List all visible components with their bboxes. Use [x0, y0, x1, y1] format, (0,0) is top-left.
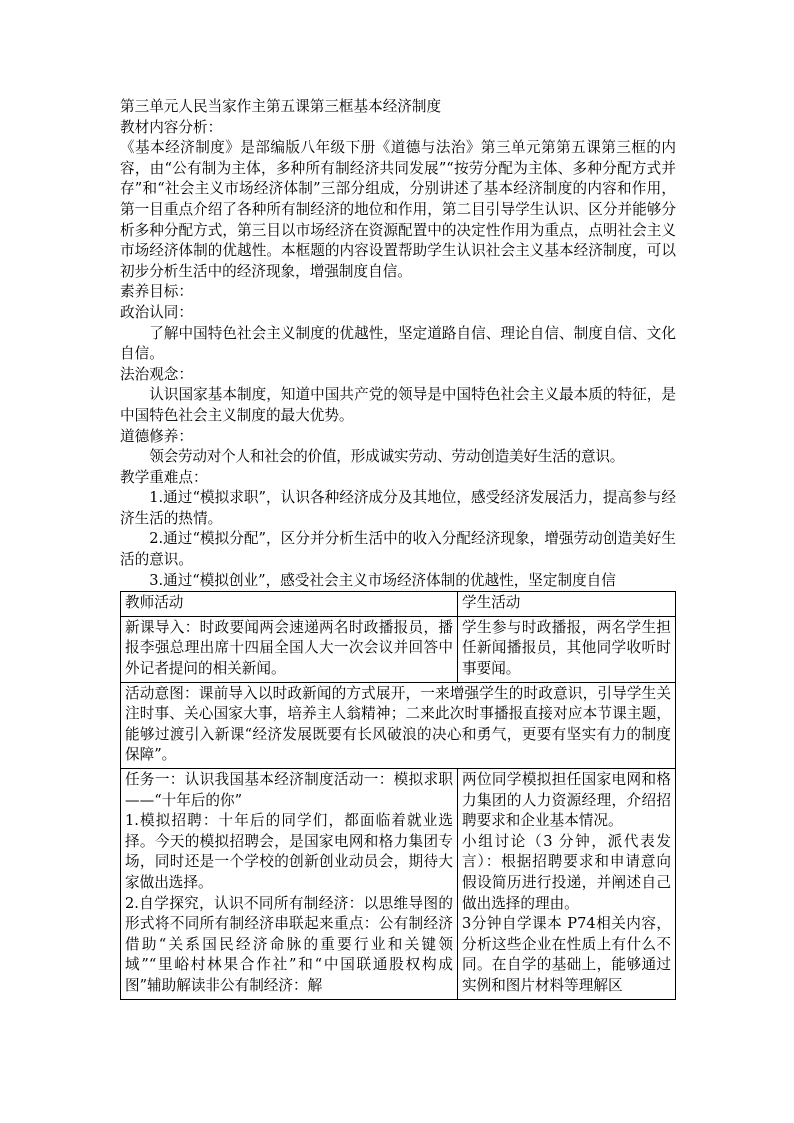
teacher-intro-cell: 新课导入：时政要闻两会速递两名时政播报员，播报李强总理出席十四届全国人大一次会议并回答中外记者提问的相关新闻。 — [121, 616, 458, 682]
self-study-text: 2.自学探究，认识不同所有制经济：以思维导图的形式将不同所有制经济串联起来重点：公有制经济借助“关系国民经济命脉的重要行业和关键领域”“里峪村林果合作社”和“中国联通股权构成图”辅助解读非公有制经济：解 — [125, 894, 453, 994]
keypoint-3: 3.通过“模拟创业”，感受社会主义市场经济体制的优越性，坚定制度自信 — [149, 571, 616, 589]
group-discussion-text: 小组讨论（3 分钟，派代表发言）：根据招聘要求和申请意向假设简历进行投递，并阐述自己做出选择的理由。 — [462, 832, 671, 912]
student-task-cell — [458, 769, 676, 1000]
student-intro-cell: 学生参与时政播报，两名学生担任新闻播报员，其他同学收听时事要闻。 — [458, 616, 676, 682]
goal-political-heading: 政治认同： — [120, 303, 193, 321]
keypoint-2: 2.通过“模拟分配”，区分并分析生活中的收入分配经济现象，增强劳动创造美好生活的意识。 — [120, 530, 676, 569]
table-row — [121, 682, 676, 768]
header-teacher-activity: 教师活动 — [121, 592, 458, 617]
student-role-play-text: 两位同学模拟担任国家电网和格力集团的人力资源经理，介绍招聘要求和企业基本情况。 — [462, 771, 671, 830]
goal-law-heading: 法治观念： — [120, 365, 193, 383]
task-one-title: 任务一：认识我国基本经济制度活动一：模拟求职——“十年后的你” — [125, 771, 453, 809]
goal-morality-heading: 道德修养： — [120, 427, 193, 445]
goal-political-text: 了解中国特色社会主义制度的优越性，坚定道路自信、理论自信、制度自信、文化自信。 — [120, 324, 676, 363]
analysis-paragraph: 《基本经济制度》是部编版八年级下册《道德与法治》第三单元第第五课第三框的内容，由“公有制为主体，多种所有制经济共同发展”“按劳分配为主体、多种分配方式并存”和“社会主义市场经济体制”三部分组成，分别讲述了基本经济制度的内容和作用，第一目重点介绍了各种所有制经济的地位和作用，第二目引导学生认识、区分并能够分析多种分配方式，第三目以市场经济在资源配置中的决定性作用为重点，点明社会主义市场经济体制的优越性。本框题的内容设置帮助学生认识社会主义基本经济制度，可以初步分析生活中的经济现象，增强制度自信。 — [120, 139, 676, 280]
goals-heading: 素养目标： — [120, 283, 193, 301]
goal-law-text: 认识国家基本制度，知道中国共产党的领导是中国特色社会主义最本质的特征，是中国特色社会主义制度的最大优势。 — [120, 386, 676, 424]
mock-recruitment-text: 1.模拟招聘：十年后的同学们，都面临着就业选择。今天的模拟招聘会，是国家电网和格力集团专场，同时还是一个学校的创新创业动员会，期待大家做出选择。 — [125, 812, 453, 891]
keypoint-1: 1.通过“模拟求职”，认识各种经济成分及其地位，感受经济发展活力，提高参与经济生活的热情。 — [120, 489, 676, 527]
document-title: 第三单元人民当家作主第五课第三框基本经济制度 — [120, 98, 442, 115]
keypoints-heading: 教学重难点： — [120, 468, 208, 486]
table-row — [121, 769, 676, 1000]
self-study-student-text: 3分钟自学课本 P74相关内容，分析这些企业在性质上有什么不同。在自学的基础上，能够通过实例和图片材料等理解区 — [462, 915, 671, 994]
analysis-heading: 教材内容分析： — [120, 118, 223, 136]
activity-intent-cell: 活动意图：课前导入以时政新闻的方式展开，一来增强学生的时政意识，引导学生关注时事、关心国家大事，培养主人翁精神；二来此次时事播报直接对应本节课主题，能够过渡引入新课“经济发展既要有长风破浪的决心和勇气，更要有坚实有力的制度保障”。 — [121, 682, 676, 768]
lesson-activity-table — [120, 591, 676, 999]
table-header-row — [121, 592, 676, 617]
table-row — [121, 616, 676, 682]
goal-morality-text: 领会劳动对个人和社会的价值，形成诚实劳动、劳动创造美好生活的意识。 — [149, 448, 625, 466]
teacher-task-cell — [121, 769, 458, 1000]
header-student-activity: 学生活动 — [458, 592, 676, 617]
document-page — [120, 97, 676, 1000]
